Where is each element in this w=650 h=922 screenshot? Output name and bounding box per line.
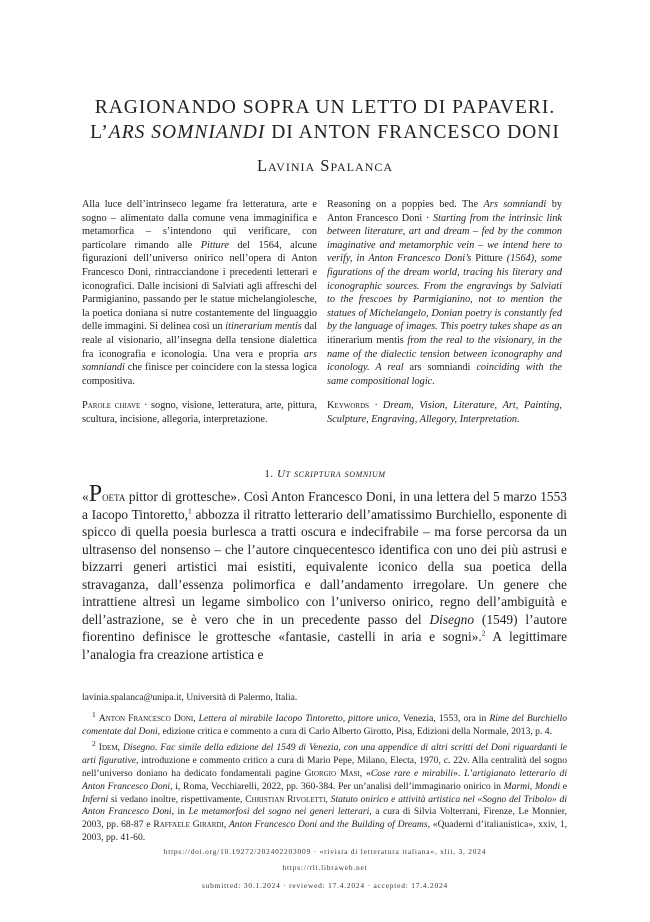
abs-it-seg: Pitture [200, 239, 229, 251]
footnote-2 [82, 739, 568, 844]
fn-seg: ». [453, 767, 465, 779]
fn-seg: Giorgio Masi [304, 767, 360, 779]
fn-seg: Rime del Burchiello comentate dal Doni [82, 712, 568, 737]
title-prefix: L’ [90, 122, 109, 143]
body-seg: pittor di grottesche». Così Anton Francesco Doni, in una lettera del 5 marzo 1553 a Iacopo Tintoretto, [82, 489, 567, 522]
submission-dates: submitted: 30.1.2024 · reviewed: 17.4.2024 · accepted: 17.4.2024 [202, 881, 448, 890]
abs-it-seg: itinerarium mentis [225, 321, 302, 333]
fn-seg: , in [171, 806, 189, 818]
body-seg: abbozza il ritratto letterario dell’amatissimo Burchiello, esponente di spicco di quella poesia burlesca a tratti oscura e indecifrabile – ma forse percorsa da un ultrasenso del nonsenso – che l’autore cinquecentesco identifica con uno dei più astrusi e bizzarri generi artistici mai esistiti, equivalente iconico della sua poetica della stravaganza, dall’essenza polimorfica e dall’andamento irregolare. Un genere che intrattiene altresì un legame simbolico con l’universo onirico, regno dell’ambiguità e dell’astrazione, se è vero che in un precedente passo del [82, 506, 567, 627]
fn-seg: L’artigianato letterario di Anton Francesco Doni [82, 767, 568, 792]
abs-en-seg: by Anton Francesco Doni · [327, 199, 562, 224]
open-quote: « [82, 489, 89, 504]
fn-seg: , [325, 793, 331, 805]
fn-seg: , «Quaderni d’italianistica», xxiv, 1, 2003, pp. 41-60. [82, 819, 568, 843]
fn-seg: , Venezia, 1553, ora in [397, 712, 490, 724]
abs-it-seg: Alla luce dell’intrinseco legame fra letteratura, arte e sogno – alimentato dalla comune vena immaginifica e metamorfica – s’intendono qui verificare, con particolare rimando alle [82, 199, 317, 251]
abs-en-seg: Starting from the intrinsic link between literature, art and dream – fed by the common imaginative and metamorphic vein – we intend here to verify, in Anton Francesco Doni’s [327, 212, 562, 265]
body-seg: A legittimare l’analogia fra creazione artistica e [82, 629, 568, 662]
fn-seg: Statuto onirico e attività artistica nel «Sogno del Tribolo» di Anton Francesco Doni [82, 793, 567, 818]
fn-seg: , [529, 780, 535, 792]
doi-journal-line[interactable]: https://doi.org/10.19272/202402203009 · «rivista di letteratura italiana», xlii, 3, 2024 [163, 847, 487, 856]
fn-seg: Inferni [82, 793, 109, 805]
fn-seg: Marmi [503, 780, 530, 792]
fn-seg: , introduzione e commento critico a cura di Mario Pepe, Milano, Electa, 1970, c. 22v. Alla centralità del sogno nell’universo doniano ha dedicato fondamentali pagine [82, 755, 567, 779]
abs-en-seg: Reasoning on a poppies bed. The [327, 199, 484, 210]
abstract-italian [82, 198, 317, 427]
body-text [82, 481, 568, 663]
title-line-1: RAGIONANDO SOPRA UN LETTO DI PAPAVERI. [94, 97, 556, 118]
title-suffix: DI ANTON FRANCESCO DONI [265, 122, 560, 143]
footnotes [82, 692, 567, 849]
abs-it-seg: dal reale al visionario, all’insegna della tensione dialettica fra iconografia e iconologia. Una vera e propria [82, 321, 317, 360]
abs-it-seg: ars somniandi [82, 348, 317, 374]
abs-en-seg: (1564), some figurations of the dream world, tracing his literary and iconographic sources. From the engravings by Salviati to the frescoes by Parmigianino, not to mention the statues of Michelangelo, Donian poetry is constantly fed by the language of images. This poetry takes shape as an [327, 253, 562, 333]
body-seg: (1549) l’autore fiorentino definisce le grottesche «fantasie, castelli in aria e sogni». [82, 611, 567, 644]
keywords-label: Keywords [327, 400, 370, 412]
fn-seg: , i, Roma, Vecchiarelli, 2022, pp. 360-384. Per un’analisi dell’immaginario onirico in [170, 780, 504, 792]
abs-en-seg: Pitture [475, 253, 503, 265]
body-seg: Disegno [429, 611, 475, 627]
abs-en-seg: ars somniandi [409, 362, 471, 374]
keywords-text: · Dream, Vision, Literature, Art, Painting, Sculpture, Engraving, Allegory, Interpretation. [327, 400, 562, 425]
footnote-ref[interactable]: 1 [188, 506, 192, 516]
abs-en-seg: coinciding with the same compositional logic. [327, 362, 562, 387]
keywords-label: Parole chiave [82, 400, 141, 412]
abs-en-seg: from the real to the visionary, in the name of the dialectic tension between iconography and iconology. A real [327, 334, 563, 374]
footnote-number: 2 [92, 739, 96, 749]
fn-seg: Christian Rivoletti [245, 793, 326, 805]
fn-seg: Mondi [534, 780, 560, 792]
fn-seg: , [193, 712, 199, 724]
abs-en-seg: Ars somniandi [483, 199, 547, 210]
title-italic: ARS SOMNIANDI [108, 122, 266, 143]
title-line-2 [0, 120, 650, 145]
fn-seg: Disegno. Fac simile della edizione del 1549 di Venezia, con una appendice di altri scritti del Doni riguardanti le arti figurative [82, 742, 567, 767]
keywords-english [327, 399, 562, 426]
drop-cap: P [88, 481, 103, 507]
footnote-number: 1 [92, 709, 96, 719]
abstract-english-text [327, 198, 562, 388]
fn-seg: Anton Francesco Doni and the Building of Dreams [228, 819, 428, 831]
keywords-italian [82, 399, 317, 426]
section-title: Ut scriptura somnium [277, 468, 386, 480]
abs-en-seg: itinerarium mentis [327, 334, 404, 346]
fn-seg: , « [359, 767, 371, 779]
author-affiliation: lavinia.spalanca@unipa.it, Università di Palermo, Italia. [82, 692, 298, 703]
smallcaps-word: oeta [102, 489, 126, 504]
footnote-1 [82, 709, 568, 739]
abs-it-seg: che finisce per coincidere con la stessa logica compositiva. [82, 362, 317, 387]
author-name: Lavinia Spalanca [256, 156, 394, 175]
abstract-italian-text [82, 198, 317, 388]
fn-seg: Anton Francesco Doni [98, 712, 194, 724]
abstract-english [327, 198, 562, 427]
fn-seg: Lettera al mirabile Iacopo Tintoretto, pittore unico [198, 712, 398, 724]
section-number: 1. [264, 468, 278, 480]
fn-seg: Idem [98, 742, 118, 754]
keywords-text: · sogno, visione, letteratura, arte, pittura, scultura, incisione, allegoria, interpretazione. [82, 400, 318, 425]
fn-seg: Cose rare e mirabili [370, 767, 454, 779]
footnote-ref[interactable]: 2 [481, 628, 486, 638]
fn-seg: , a cura di Silvia Volterrani, Firenze, Le Monnier, 2003, pp. 68-87 e [82, 806, 567, 831]
fn-seg: , [117, 742, 123, 754]
fn-seg: Le metamorfosi del sogno nei generi letterari [188, 806, 370, 818]
journal-url[interactable]: https://rli.libraweb.net [282, 863, 368, 872]
section-heading [0, 468, 650, 480]
fn-seg: e [560, 780, 568, 792]
body-paragraph [82, 481, 568, 663]
fn-seg: , edizione critica e commento a cura di Carlo Alberto Girotto, Pisa, Edizioni della Normale, 2013, p. 4. [157, 725, 552, 737]
abs-it-seg: del 1564, alcune figurazioni dell’universo onirico nell’opera di Anton Francesco Doni, rintracciandone i precedenti letterari e iconografici. Dalle incisioni di Salviati agli affreschi del Parmigianino, passando per le statue michelangiolesche, la poetica doniana si nutre costantemente del linguaggio delle immagini. Si delinea così un [82, 239, 318, 333]
article-title [0, 95, 650, 145]
fn-seg: Raffaele Girardi [153, 819, 224, 831]
fn-seg: , [223, 819, 229, 831]
fn-seg: si vedano inoltre, rispettivamente, [108, 793, 246, 805]
